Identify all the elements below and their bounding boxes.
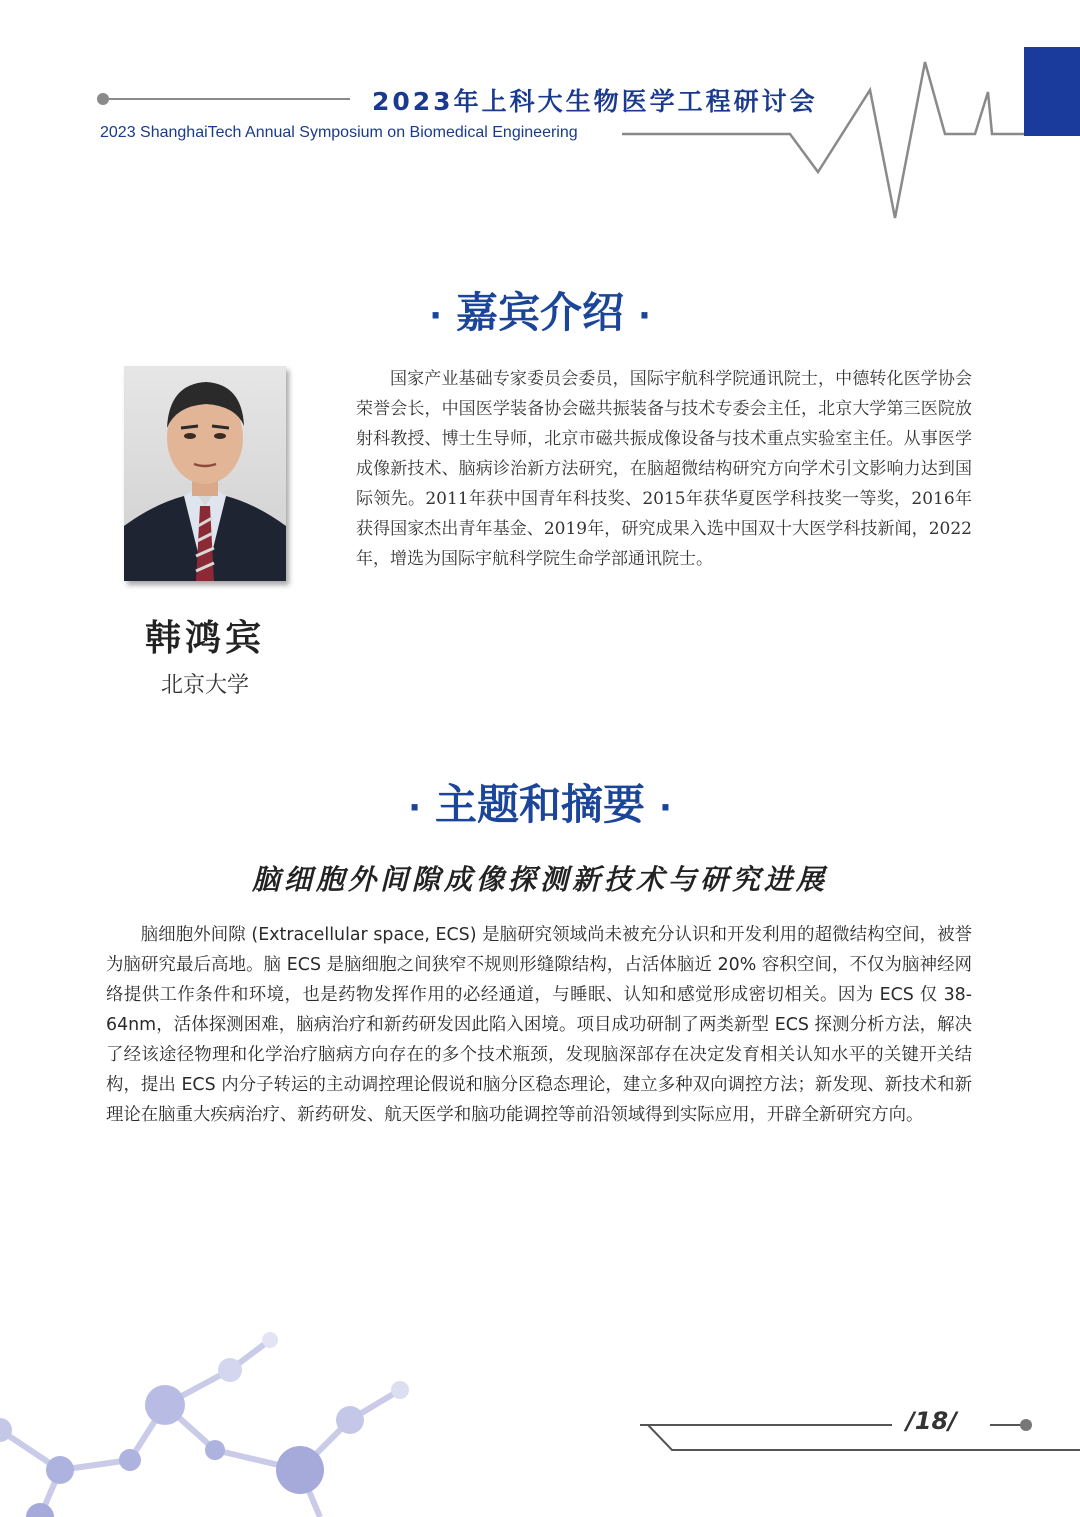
molecule-nodes <box>0 1332 409 1517</box>
footer-right-dot <box>1020 1419 1032 1431</box>
heading-dot-right: · <box>659 787 672 828</box>
heading-dot-right: · <box>638 295 651 336</box>
talk-title: 脑细胞外间隙成像探测新技术与研究进展 <box>251 863 828 896</box>
speaker-bio: 国家产业基础专家委员会委员，国际宇航科学院通讯院士，中德转化医学协会荣誉会长，中国医学装备协会磁共振装备与技术专委会主任，北京大学第三医院放射科教授、博士生导师，北京市磁共振成像设备与技术重点实验室主任。从事医学成像新技术、脑病诊治新方法研究，在脑超微结构研究方向学术引文影响力达到国际领先。2011年获中国青年科技奖、2015年获华夏医学科技奖一等奖，2016年获得国家杰出青年基金、2019年，研究成果入选中国双十大医学科技新闻，2022年，增选为国际宇航科学院生命学部通讯院士。 <box>356 369 972 569</box>
abstract-section-heading <box>0 772 1080 832</box>
header-title-en: 2023 ShanghaiTech Annual Symposium on Biomedical Engineering <box>100 124 578 141</box>
footer-line-bottom <box>648 1425 1080 1450</box>
abstract-heading-text: 主题和摘要 <box>434 780 645 829</box>
header-blue-block <box>1024 47 1080 136</box>
page-number: /18/ <box>906 1407 957 1435</box>
guest-heading-text: 嘉宾介绍 <box>455 288 624 337</box>
abstract-text: 脑细胞外间隙 (Extracellular space, ECS) 是脑研究领域尚未被充分认识和开发利用的超微结构空间，被誉为脑研究最后高地。脑 ECS 是脑细胞之间狭窄不规则形缝隙结构，占活体脑近 20% 容积空间，不仅为脑神经网络提供工作条件和环境，也是药物发挥作用的必经通道，与睡眠、认知和感觉形成密切相关。因为 ECS 仅 38-64nm，活体探测困难，脑病治疗和新药研发因此陷入困境。项目成功研制了两类新型 ECS 探测分析方法，解决了经该途径物理和化学治疗脑病方向存在的多个技术瓶颈，发现脑深部存在决定发育相关认知水平的关键开关结构，提出 ECS 内分子转运的主动调控理论假说和脑分区稳态理论，建立多种双向调控方法；新发现、新技术和新理论在脑重大疾病治疗、新药研发、航天医学和脑功能调控等前沿领域得到实际应用，开辟全新研究方向。 <box>106 925 972 1125</box>
speaker-name: 韩鸿宾 <box>144 617 265 659</box>
heading-dot-left: · <box>429 295 442 336</box>
speaker-photo <box>124 366 286 581</box>
header-title-cn: 2023年上科大生物医学工程研讨会 <box>372 87 818 116</box>
speaker-affiliation: 北京大学 <box>160 673 249 698</box>
guest-section-heading <box>0 280 1080 340</box>
heading-dot-left: · <box>408 787 421 828</box>
